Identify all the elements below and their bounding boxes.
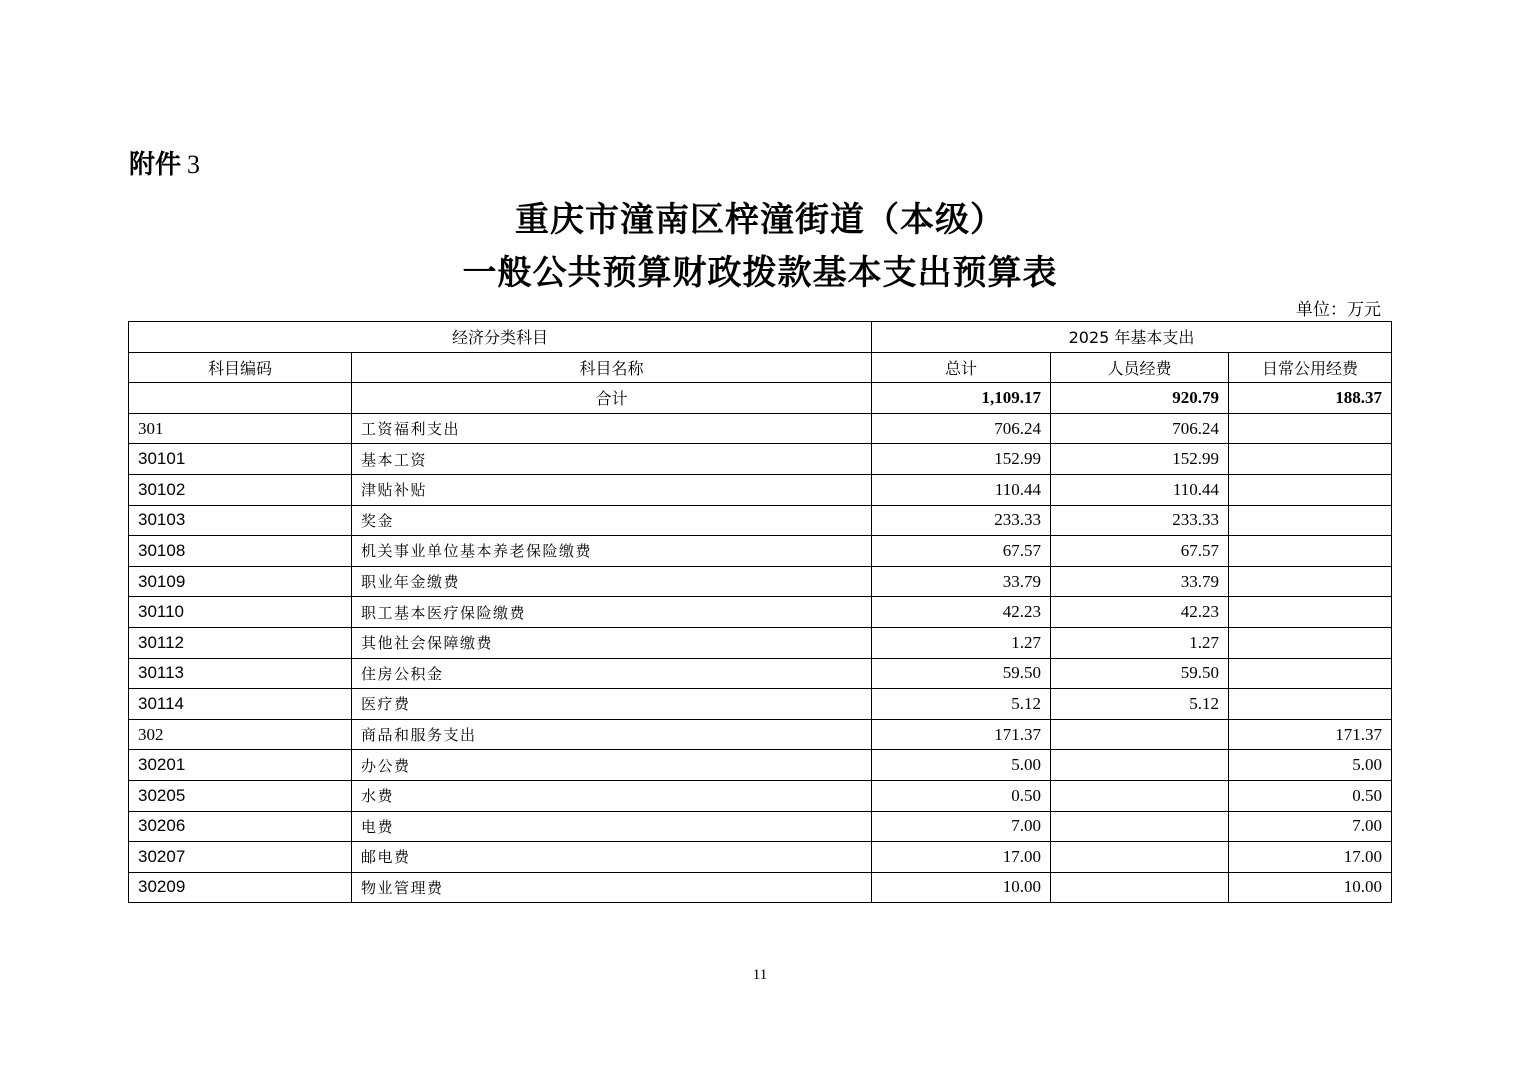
row-code: 30109 — [129, 566, 352, 597]
attachment-label — [129, 144, 200, 181]
row-code: 30201 — [129, 750, 352, 781]
unit-label: 单位：万元 — [1296, 300, 1381, 320]
total-code-cell — [129, 383, 352, 414]
header-column-row — [129, 352, 1392, 383]
total-row — [129, 383, 1392, 414]
row-personnel: 5.12 — [1051, 689, 1229, 720]
row-personnel: 706.24 — [1051, 413, 1229, 444]
header-personnel: 人员经费 — [1051, 352, 1229, 383]
row-public — [1229, 505, 1392, 536]
row-name: 基本工资 — [352, 444, 872, 475]
page-number: 11 — [752, 967, 768, 983]
row-code: 301 — [129, 413, 352, 444]
row-total: 5.00 — [872, 750, 1051, 781]
row-total: 67.57 — [872, 536, 1051, 567]
total-public: 188.37 — [1229, 383, 1392, 414]
table-row — [129, 627, 1392, 658]
row-total: 1.27 — [872, 627, 1051, 658]
row-total: 706.24 — [872, 413, 1051, 444]
row-code: 302 — [129, 719, 352, 750]
header-basic-expenditure: 2025 年基本支出 — [872, 322, 1392, 353]
row-personnel: 110.44 — [1051, 474, 1229, 505]
row-public: 7.00 — [1229, 811, 1392, 842]
row-code: 30102 — [129, 474, 352, 505]
row-public — [1229, 536, 1392, 567]
row-public: 5.00 — [1229, 750, 1392, 781]
row-public — [1229, 597, 1392, 628]
table-row — [129, 872, 1392, 903]
table-row — [129, 413, 1392, 444]
row-personnel — [1051, 811, 1229, 842]
table-row — [129, 505, 1392, 536]
table-row — [129, 566, 1392, 597]
row-code: 30114 — [129, 689, 352, 720]
row-public — [1229, 658, 1392, 689]
row-public: 171.37 — [1229, 719, 1392, 750]
row-public — [1229, 444, 1392, 475]
row-public — [1229, 413, 1392, 444]
row-code: 30206 — [129, 811, 352, 842]
attachment-number: 3 — [187, 150, 201, 179]
row-name: 商品和服务支出 — [352, 719, 872, 750]
row-name: 奖金 — [352, 505, 872, 536]
header-economic-classification: 经济分类科目 — [129, 322, 872, 353]
row-personnel: 59.50 — [1051, 658, 1229, 689]
row-total: 7.00 — [872, 811, 1051, 842]
row-public — [1229, 566, 1392, 597]
row-code: 30112 — [129, 627, 352, 658]
row-code: 30101 — [129, 444, 352, 475]
row-personnel: 42.23 — [1051, 597, 1229, 628]
row-personnel: 152.99 — [1051, 444, 1229, 475]
document-title-line2: 一般公共预算财政拨款基本支出预算表 — [462, 253, 1058, 293]
table-row — [129, 689, 1392, 720]
row-public — [1229, 474, 1392, 505]
row-name: 工资福利支出 — [352, 413, 872, 444]
row-code: 30113 — [129, 658, 352, 689]
header-total: 总计 — [872, 352, 1051, 383]
row-public: 0.50 — [1229, 780, 1392, 811]
row-code: 30110 — [129, 597, 352, 628]
row-name: 职工基本医疗保险缴费 — [352, 597, 872, 628]
table-row — [129, 842, 1392, 873]
row-name: 职业年金缴费 — [352, 566, 872, 597]
row-personnel — [1051, 872, 1229, 903]
header-group-row — [129, 322, 1392, 353]
row-name: 物业管理费 — [352, 872, 872, 903]
row-name: 办公费 — [352, 750, 872, 781]
table-row — [129, 597, 1392, 628]
row-total: 5.12 — [872, 689, 1051, 720]
row-name: 机关事业单位基本养老保险缴费 — [352, 536, 872, 567]
row-name: 医疗费 — [352, 689, 872, 720]
row-total: 110.44 — [872, 474, 1051, 505]
row-personnel — [1051, 719, 1229, 750]
row-total: 152.99 — [872, 444, 1051, 475]
table-row — [129, 536, 1392, 567]
row-personnel: 67.57 — [1051, 536, 1229, 567]
row-total: 59.50 — [872, 658, 1051, 689]
row-code: 30207 — [129, 842, 352, 873]
total-label: 合计 — [352, 383, 872, 414]
row-name: 住房公积金 — [352, 658, 872, 689]
row-code: 30108 — [129, 536, 352, 567]
row-total: 10.00 — [872, 872, 1051, 903]
row-total: 42.23 — [872, 597, 1051, 628]
row-total: 233.33 — [872, 505, 1051, 536]
table-row — [129, 444, 1392, 475]
row-public — [1229, 689, 1392, 720]
row-total: 171.37 — [872, 719, 1051, 750]
table-row — [129, 719, 1392, 750]
row-total: 0.50 — [872, 780, 1051, 811]
table-row — [129, 750, 1392, 781]
total-personnel: 920.79 — [1051, 383, 1229, 414]
row-personnel: 1.27 — [1051, 627, 1229, 658]
table-row — [129, 658, 1392, 689]
header-public: 日常公用经费 — [1229, 352, 1392, 383]
row-total: 33.79 — [872, 566, 1051, 597]
row-personnel — [1051, 842, 1229, 873]
row-total: 17.00 — [872, 842, 1051, 873]
header-code: 科目编码 — [129, 352, 352, 383]
header-name: 科目名称 — [352, 352, 872, 383]
document-title-line1: 重庆市潼南区梓潼街道（本级） — [515, 200, 1005, 240]
row-name: 水费 — [352, 780, 872, 811]
row-code: 30103 — [129, 505, 352, 536]
row-public: 17.00 — [1229, 842, 1392, 873]
row-name: 电费 — [352, 811, 872, 842]
row-personnel — [1051, 780, 1229, 811]
table-row — [129, 780, 1392, 811]
row-name: 津贴补贴 — [352, 474, 872, 505]
row-name: 其他社会保障缴费 — [352, 627, 872, 658]
row-personnel: 33.79 — [1051, 566, 1229, 597]
row-public: 10.00 — [1229, 872, 1392, 903]
table-row — [129, 474, 1392, 505]
budget-table — [128, 321, 1392, 903]
row-name: 邮电费 — [352, 842, 872, 873]
attachment-text: 附件 — [129, 150, 182, 180]
row-personnel: 233.33 — [1051, 505, 1229, 536]
row-personnel — [1051, 750, 1229, 781]
table-row — [129, 811, 1392, 842]
total-total: 1,109.17 — [872, 383, 1051, 414]
row-code: 30205 — [129, 780, 352, 811]
row-code: 30209 — [129, 872, 352, 903]
row-public — [1229, 627, 1392, 658]
